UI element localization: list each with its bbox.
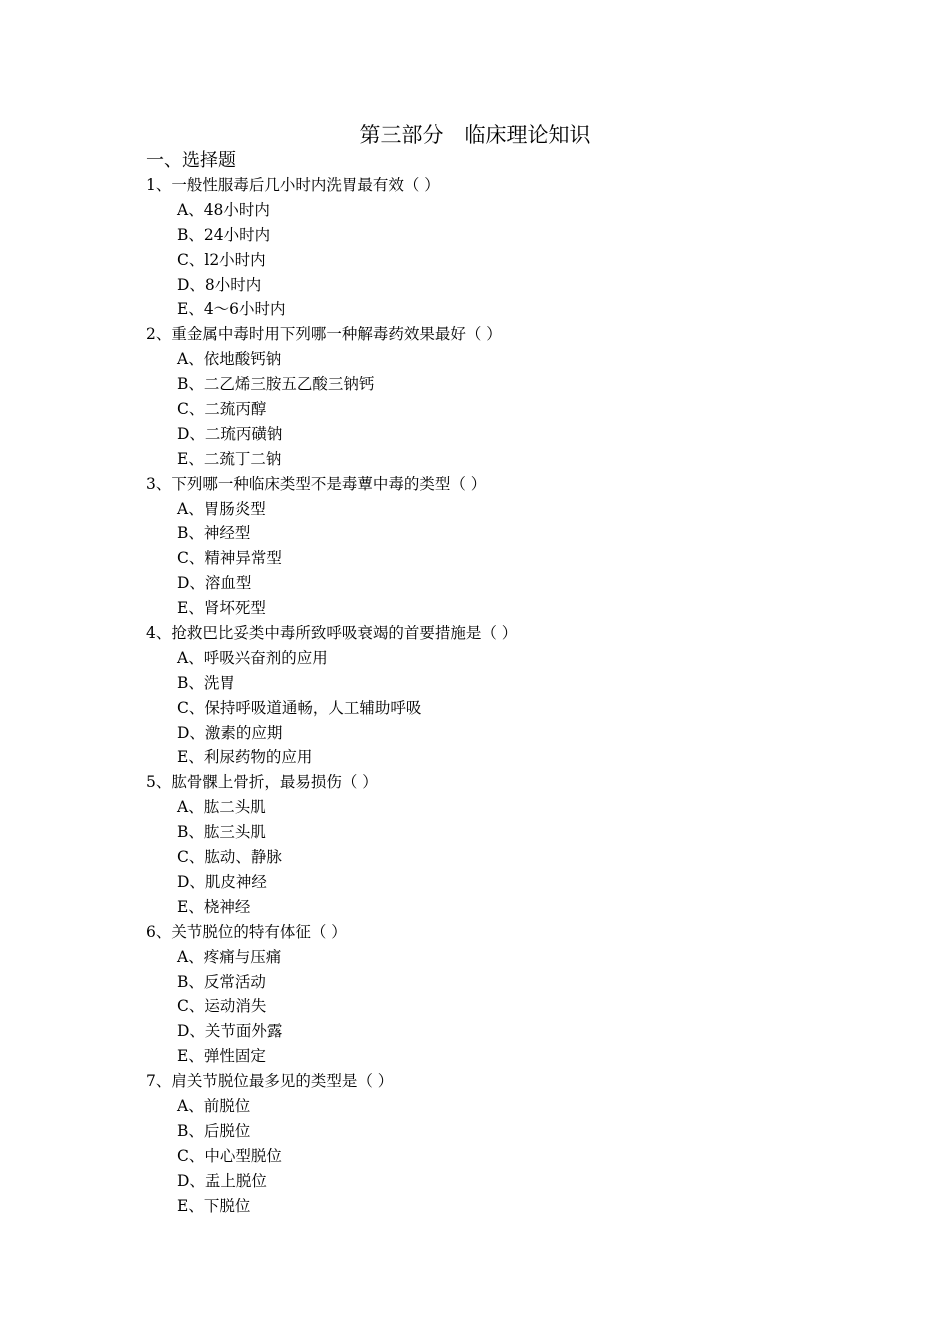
option-e: E、利尿药物的应用: [177, 748, 313, 767]
option-e: E、下脱位: [177, 1196, 251, 1215]
option-b: B、反常活动: [177, 972, 266, 991]
option-a: A、呼吸兴奋剂的应用: [177, 648, 328, 667]
option-d: D、盂上脱位: [177, 1171, 267, 1190]
option-e: E、肾坏死型: [177, 599, 266, 618]
option-c: C、保持呼吸道通畅，人工辅助呼吸: [177, 698, 422, 717]
option-b: B、洗胃: [177, 673, 235, 692]
option-a: A、胃肠炎型: [177, 499, 266, 518]
option-c: C、肱动、静脉: [177, 848, 282, 867]
question-7: [146, 1069, 846, 1218]
question-stem: 2、重金属中毒时用下列哪一种解毒药效果最好（ ）: [146, 325, 502, 344]
option-c: C、l2小时内: [177, 250, 266, 269]
option-b: B、肱三头肌: [177, 823, 266, 842]
option-c: C、二巯丙醇: [177, 400, 267, 419]
option-d: D、8小时内: [177, 275, 262, 294]
section-heading: 一、选择题: [146, 150, 236, 171]
question-2: [146, 322, 846, 471]
option-d: D、激素的应期: [177, 723, 283, 742]
option-c: C、精神异常型: [177, 549, 282, 568]
option-d: D、肌皮神经: [177, 872, 267, 891]
option-d: D、关节面外露: [177, 1022, 283, 1041]
option-b: B、神经型: [177, 524, 251, 543]
option-e: E、二巯丁二钠: [177, 449, 282, 468]
option-a: A、肱二头肌: [177, 798, 266, 817]
option-a: A、依地酸钙钠: [177, 350, 282, 369]
question-stem: 4、抢救巴比妥类中毒所致呼吸衰竭的首要措施是（ ）: [146, 624, 518, 643]
option-a: A、48小时内: [177, 200, 270, 219]
question-4: [146, 621, 846, 770]
option-e: E、桡神经: [177, 897, 251, 916]
question-stem: 5、肱骨髁上骨折，最易损伤（ ）: [146, 773, 378, 792]
question-stem: 6、关节脱位的特有体征（ ）: [146, 922, 347, 941]
question-5: [146, 770, 846, 919]
option-a: A、前脱位: [177, 1096, 251, 1115]
question-stem: 7、肩关节脱位最多见的类型是（ ）: [146, 1072, 394, 1091]
option-e: E、弹性固定: [177, 1047, 266, 1066]
option-e: E、4～6小时内: [177, 300, 286, 319]
document-title: 第三部分 临床理论知识: [359, 123, 591, 147]
option-b: B、24小时内: [177, 225, 271, 244]
question-3: [146, 472, 846, 621]
option-d: D、二琉丙磺钠: [177, 424, 283, 443]
question-list: [146, 173, 846, 1218]
option-c: C、运动消失: [177, 997, 267, 1016]
option-b: B、二乙烯三胺五乙酸三钠钙: [177, 375, 375, 394]
question-stem: 1、一般性服毒后几小时内洗胃最有效（ ）: [146, 176, 440, 194]
question-stem: 3、下列哪一种临床类型不是毒蕈中毒的类型（ ）: [146, 474, 487, 493]
option-b: B、后脱位: [177, 1121, 251, 1140]
option-a: A、疼痛与压痛: [177, 947, 282, 966]
option-c: C、中心型脱位: [177, 1146, 282, 1165]
question-1: [146, 173, 846, 322]
question-6: [146, 920, 846, 1069]
option-d: D、溶血型: [177, 574, 252, 593]
